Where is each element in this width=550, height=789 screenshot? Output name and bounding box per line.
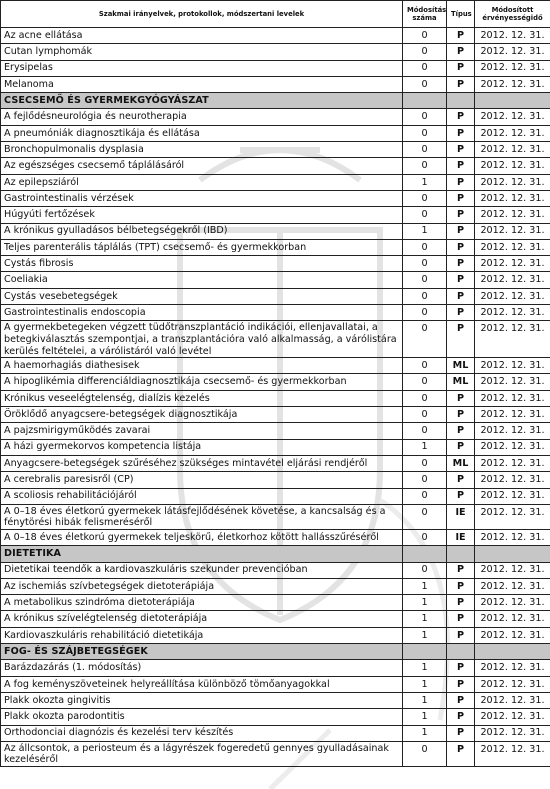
table-row — [1, 125, 550, 141]
validity-date: 2012. 12. 31. — [475, 660, 550, 676]
validity-date: 2012. 12. 31. — [475, 256, 550, 272]
validity-date: 2012. 12. 31. — [475, 578, 550, 594]
guideline-name: Krónikus veseelégtelenség, dialízis kezelés — [1, 390, 403, 406]
guideline-type: P — [447, 60, 475, 76]
modification-count: 0 — [403, 288, 447, 304]
guideline-name: Erysipelas — [1, 60, 403, 76]
modification-count: 0 — [403, 504, 447, 529]
guideline-name: Gastrointestinalis endoscopia — [1, 305, 403, 321]
guideline-type: P — [447, 109, 475, 125]
validity-date: 2012. 12. 31. — [475, 158, 550, 174]
table-row — [1, 504, 550, 529]
guideline-type: P — [447, 321, 475, 358]
modification-count: 1 — [403, 439, 447, 455]
guideline-name: A krónikus gyulladásos bélbetegségekről (IBD) — [1, 223, 403, 239]
validity-date: 2012. 12. 31. — [475, 725, 550, 741]
modification-count: 0 — [403, 455, 447, 471]
header-name: Szakmai irányelvek, protokollok, módszertani levelek — [1, 1, 403, 28]
table-row — [1, 455, 550, 471]
table-row — [1, 472, 550, 488]
header-type: Típus — [447, 1, 475, 28]
modification-count: 0 — [403, 60, 447, 76]
section-empty-cell — [403, 546, 447, 562]
guideline-name: A pneumóniák diagnosztikája és ellátása — [1, 125, 403, 141]
modification-count: 1 — [403, 578, 447, 594]
guideline-name: Húgyúti fertőzések — [1, 207, 403, 223]
modification-count: 0 — [403, 321, 447, 358]
validity-date: 2012. 12. 31. — [475, 595, 550, 611]
table-row — [1, 407, 550, 423]
guideline-type: IE — [447, 529, 475, 545]
modification-count: 1 — [403, 174, 447, 190]
section-header-row — [1, 644, 550, 660]
table-row — [1, 439, 550, 455]
validity-date: 2012. 12. 31. — [475, 190, 550, 206]
guideline-name: A cerebralis paresisről (CP) — [1, 472, 403, 488]
guideline-type: P — [447, 256, 475, 272]
guideline-name: A fejlődésneurológia és neurotherapia — [1, 109, 403, 125]
table-row — [1, 109, 550, 125]
guideline-type: P — [447, 28, 475, 44]
modification-count: 0 — [403, 529, 447, 545]
guideline-type: P — [447, 190, 475, 206]
guideline-type: P — [447, 725, 475, 741]
guideline-name: Orthodonciai diagnózis és kezelési terv készítés — [1, 725, 403, 741]
guideline-name: Cutan lymphomák — [1, 44, 403, 60]
modification-count: 1 — [403, 611, 447, 627]
guideline-type: P — [447, 692, 475, 708]
guideline-name: A scoliosis rehabilitációjáról — [1, 488, 403, 504]
guideline-type: P — [447, 174, 475, 190]
modification-count: 1 — [403, 627, 447, 643]
modification-count: 0 — [403, 374, 447, 390]
modification-count: 1 — [403, 692, 447, 708]
modification-count: 0 — [403, 158, 447, 174]
section-empty-cell — [403, 93, 447, 109]
validity-date: 2012. 12. 31. — [475, 44, 550, 60]
guideline-type: P — [447, 272, 475, 288]
validity-date: 2012. 12. 31. — [475, 207, 550, 223]
modification-count: 0 — [403, 272, 447, 288]
guideline-name: Az egészséges csecsemő táplálásáról — [1, 158, 403, 174]
section-title: DIETETIKA — [1, 546, 403, 562]
validity-date: 2012. 12. 31. — [475, 125, 550, 141]
guideline-name: Kardiovaszkuláris rehabilitáció dietetikája — [1, 627, 403, 643]
guideline-type: P — [447, 207, 475, 223]
table-row — [1, 595, 550, 611]
guideline-name: Cystás vesebetegségek — [1, 288, 403, 304]
table-row — [1, 725, 550, 741]
guideline-name: Coeliakia — [1, 272, 403, 288]
validity-date: 2012. 12. 31. — [475, 562, 550, 578]
guideline-name: Az állcsontok, a periosteum és a lágyrészek fogeredetű gennyes gyulladásainak kezeléséről — [1, 741, 403, 766]
validity-date: 2012. 12. 31. — [475, 239, 550, 255]
section-header-row — [1, 546, 550, 562]
guideline-type: P — [447, 423, 475, 439]
guideline-name: Gastrointestinalis vérzések — [1, 190, 403, 206]
guideline-type: P — [447, 125, 475, 141]
table-row — [1, 44, 550, 60]
guideline-type: P — [447, 562, 475, 578]
guideline-type: P — [447, 660, 475, 676]
modification-count: 0 — [403, 472, 447, 488]
guideline-name: Az acne ellátása — [1, 28, 403, 44]
validity-date: 2012. 12. 31. — [475, 407, 550, 423]
guideline-type: P — [447, 611, 475, 627]
validity-date: 2012. 12. 31. — [475, 692, 550, 708]
modification-count: 1 — [403, 725, 447, 741]
table-row — [1, 488, 550, 504]
section-empty-cell — [447, 546, 475, 562]
modification-count: 0 — [403, 142, 447, 158]
validity-date: 2012. 12. 31. — [475, 76, 550, 92]
table-row — [1, 288, 550, 304]
guideline-name: Plakk okozta parodontitis — [1, 709, 403, 725]
validity-date: 2012. 12. 31. — [475, 488, 550, 504]
table-row — [1, 374, 550, 390]
guideline-name: Az ischemiás szívbetegségek dietoterápiája — [1, 578, 403, 594]
validity-date: 2012. 12. 31. — [475, 455, 550, 471]
guideline-type: P — [447, 676, 475, 692]
table-row — [1, 158, 550, 174]
guideline-type: P — [447, 158, 475, 174]
guideline-type: P — [447, 44, 475, 60]
guideline-name: A haemorhagiás diathesisek — [1, 358, 403, 374]
guideline-type: P — [447, 439, 475, 455]
guideline-type: P — [447, 223, 475, 239]
table-row — [1, 223, 550, 239]
guideline-name: A hipoglikémia differenciáldiagnosztikája csecsemő- és gyermekkorban — [1, 374, 403, 390]
modification-count: 1 — [403, 595, 447, 611]
table-row — [1, 321, 550, 358]
guideline-type: ML — [447, 374, 475, 390]
guideline-type: P — [447, 288, 475, 304]
validity-date: 2012. 12. 31. — [475, 390, 550, 406]
guideline-name: Az epilepsziáról — [1, 174, 403, 190]
section-empty-cell — [447, 93, 475, 109]
modification-count: 0 — [403, 562, 447, 578]
table-row — [1, 578, 550, 594]
modification-count: 0 — [403, 488, 447, 504]
guideline-type: P — [447, 595, 475, 611]
validity-date: 2012. 12. 31. — [475, 741, 550, 766]
table-row — [1, 562, 550, 578]
validity-date: 2012. 12. 31. — [475, 529, 550, 545]
validity-date: 2012. 12. 31. — [475, 272, 550, 288]
guideline-name: A fog keményszöveteinek helyreállítása különböző tömőanyagokkal — [1, 676, 403, 692]
guideline-type: P — [447, 239, 475, 255]
validity-date: 2012. 12. 31. — [475, 60, 550, 76]
modification-count: 0 — [403, 76, 447, 92]
modification-count: 0 — [403, 125, 447, 141]
guideline-type: P — [447, 472, 475, 488]
modification-count: 0 — [403, 207, 447, 223]
validity-date: 2012. 12. 31. — [475, 321, 550, 358]
modification-count: 0 — [403, 28, 447, 44]
guideline-name: Barázdazárás (1. módosítás) — [1, 660, 403, 676]
section-empty-cell — [475, 546, 550, 562]
section-empty-cell — [475, 93, 550, 109]
modification-count: 0 — [403, 423, 447, 439]
modification-count: 0 — [403, 239, 447, 255]
guideline-name: Cystás fibrosis — [1, 256, 403, 272]
modification-count: 0 — [403, 407, 447, 423]
guideline-type: P — [447, 76, 475, 92]
table-row — [1, 190, 550, 206]
guideline-type: P — [447, 142, 475, 158]
validity-date: 2012. 12. 31. — [475, 676, 550, 692]
section-header-row — [1, 93, 550, 109]
validity-date: 2012. 12. 31. — [475, 374, 550, 390]
modification-count: 0 — [403, 305, 447, 321]
modification-count: 0 — [403, 190, 447, 206]
validity-date: 2012. 12. 31. — [475, 305, 550, 321]
validity-date: 2012. 12. 31. — [475, 423, 550, 439]
table-row — [1, 76, 550, 92]
table-row — [1, 305, 550, 321]
table-row — [1, 660, 550, 676]
guideline-name: A 0–18 éves életkorú gyermekek látásfejlődésének követése, a kancsalság és a fénytörési hibák felismeréséről — [1, 504, 403, 529]
modification-count: 1 — [403, 660, 447, 676]
validity-date: 2012. 12. 31. — [475, 358, 550, 374]
modification-count: 0 — [403, 44, 447, 60]
guideline-type: ML — [447, 455, 475, 471]
modification-count: 1 — [403, 709, 447, 725]
guideline-name: A házi gyermekorvos kompetencia listája — [1, 439, 403, 455]
section-empty-cell — [447, 644, 475, 660]
guideline-name: Plakk okozta gingivitis — [1, 692, 403, 708]
table-row — [1, 358, 550, 374]
guideline-type: P — [447, 578, 475, 594]
guideline-type: IE — [447, 504, 475, 529]
modification-count: 0 — [403, 741, 447, 766]
section-title: CSECSEMŐ ÉS GYERMEKGYÓGYÁSZAT — [1, 93, 403, 109]
table-row — [1, 272, 550, 288]
validity-date: 2012. 12. 31. — [475, 611, 550, 627]
guideline-name: Anyagcsere-betegségek szűréséhez szükséges mintavétel eljárási rendjéről — [1, 455, 403, 471]
section-title: FOG- ÉS SZÁJBETEGSÉGEK — [1, 644, 403, 660]
validity-date: 2012. 12. 31. — [475, 504, 550, 529]
validity-date: 2012. 12. 31. — [475, 109, 550, 125]
section-empty-cell — [475, 644, 550, 660]
guideline-type: P — [447, 407, 475, 423]
table-row — [1, 207, 550, 223]
guideline-type: P — [447, 709, 475, 725]
table-row — [1, 390, 550, 406]
header-date: Módosított érvényességidő — [475, 1, 550, 28]
guideline-type: P — [447, 741, 475, 766]
validity-date: 2012. 12. 31. — [475, 627, 550, 643]
guideline-name: Melanoma — [1, 76, 403, 92]
modification-count: 1 — [403, 676, 447, 692]
modification-count: 0 — [403, 109, 447, 125]
table-row — [1, 529, 550, 545]
table-row — [1, 256, 550, 272]
guideline-name: A 0–18 éves életkorú gyermekek teljeskörű, életkorhoz kötött hallásszűréséről — [1, 529, 403, 545]
table-row — [1, 423, 550, 439]
table-header-row — [1, 1, 550, 28]
validity-date: 2012. 12. 31. — [475, 709, 550, 725]
table-row — [1, 611, 550, 627]
guideline-name: Dietetikai teendők a kardiovaszkuláris szekunder prevencióban — [1, 562, 403, 578]
guideline-name: A pajzsmirigyműködés zavarai — [1, 423, 403, 439]
guideline-type: P — [447, 488, 475, 504]
table-row — [1, 627, 550, 643]
validity-date: 2012. 12. 31. — [475, 174, 550, 190]
guideline-type: ML — [447, 358, 475, 374]
validity-date: 2012. 12. 31. — [475, 288, 550, 304]
table-row — [1, 142, 550, 158]
guideline-type: P — [447, 390, 475, 406]
validity-date: 2012. 12. 31. — [475, 439, 550, 455]
validity-date: 2012. 12. 31. — [475, 472, 550, 488]
modification-count: 0 — [403, 358, 447, 374]
guideline-name: Bronchopulmonalis dysplasia — [1, 142, 403, 158]
validity-date: 2012. 12. 31. — [475, 28, 550, 44]
guideline-type: P — [447, 627, 475, 643]
table-row — [1, 692, 550, 708]
modification-count: 0 — [403, 390, 447, 406]
guideline-name: Öröklődő anyagcsere-betegségek diagnosztikája — [1, 407, 403, 423]
table-row — [1, 174, 550, 190]
modification-count: 0 — [403, 256, 447, 272]
table-row — [1, 676, 550, 692]
table-row — [1, 741, 550, 766]
table-row — [1, 239, 550, 255]
header-count: Módosítás száma — [403, 1, 447, 28]
table-row — [1, 60, 550, 76]
guideline-name: A gyermekbetegeken végzett tüdőtranszplantáció indikációi, ellenjavallatai, a betegkiválasztás szempontjai, a transzplantációra való alkalmasság, a várólistára kerülés feltételei, a várólistáról való levétel — [1, 321, 403, 358]
table-row — [1, 709, 550, 725]
guideline-name: Teljes parenterális táplálás (TPT) csecsemő- és gyermekkorban — [1, 239, 403, 255]
section-empty-cell — [403, 644, 447, 660]
validity-date: 2012. 12. 31. — [475, 142, 550, 158]
table-row — [1, 28, 550, 44]
guideline-type: P — [447, 305, 475, 321]
guideline-name: A krónikus szívelégtelenség dietoterápiája — [1, 611, 403, 627]
validity-date: 2012. 12. 31. — [475, 223, 550, 239]
modification-count: 1 — [403, 223, 447, 239]
guideline-name: A metabolikus szindróma dietoterápiája — [1, 595, 403, 611]
